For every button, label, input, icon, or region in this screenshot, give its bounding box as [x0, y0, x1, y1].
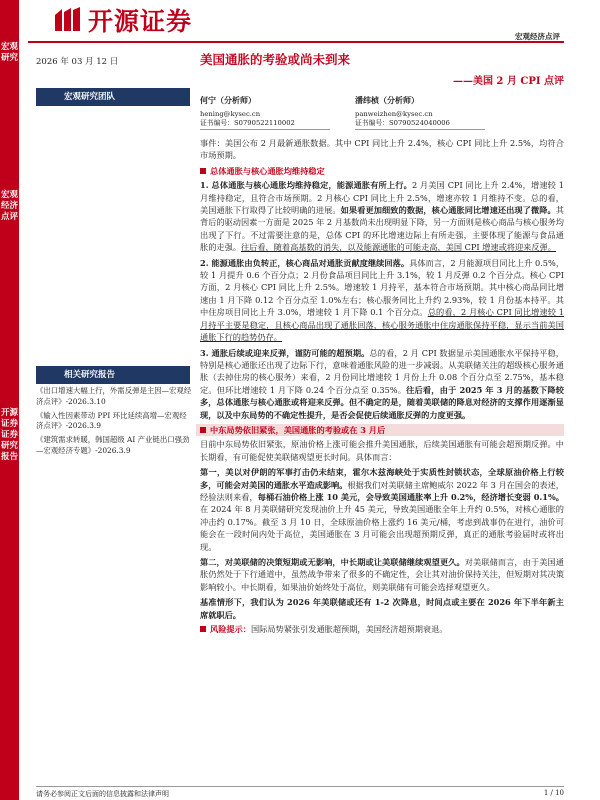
- paragraph: [200, 257, 564, 344]
- report-body: [200, 137, 564, 635]
- risk-label: 风险提示：: [210, 624, 251, 635]
- paragraph-lead: 第一，美以对伊朗的军事打击仍未结束，霍尔木兹海峡处于实质性封锁状态，全球原油价格上行较多，可能会对美国的通胀水平造成影响。: [200, 467, 564, 490]
- paragraph-text: 2 月美国 CPI 同比上升 2.4%，增速较 1 月维持稳定，且符合市场预期。2 月核心 CPI 同比上升 2.5%，增速亦较 1 月维持不变。总的看，美国通胀下行取得了比较明确的进展。: [200, 180, 564, 216]
- analyst-name: 何宁（分析师）: [200, 95, 256, 105]
- related-reports-label: 相关研究报告: [36, 366, 190, 384]
- paragraph-emphasis: 如果看更加细致的数据，核心通胀同比增速还出现了微降。: [340, 205, 556, 216]
- related-report-link[interactable]: 《出口增速大幅上行，外需反弹是主因—宏观经济点评》-2026.3.10: [36, 386, 192, 406]
- risk-note: [200, 623, 564, 635]
- paragraph-emphasis: 每桶石油价格上涨 10 美元，会导致美国通胀率上升 0.2%，经济增长变弱 0.1%。: [257, 491, 564, 502]
- analyst-name: 潘纬桢（分析师）: [355, 95, 419, 105]
- paragraph-text: 对美联储而言，由于美国通胀仍然处于下行通道中，虽然战争带来了很多的不确定性，会让其对油价保持关注，但短期对其决策影响较小。中长期看，如果油价始终处于高位，则美联储有可能会选择观望更久。: [200, 557, 564, 592]
- side-band: [0, 0, 19, 800]
- footer-divider: [36, 786, 564, 787]
- bullet-icon: [200, 626, 206, 632]
- brand-logo: [52, 4, 192, 36]
- section-title: 总体通胀与核心通胀均维持稳定: [210, 165, 325, 176]
- paragraph-text: 根据我们对美联储主席鲍威尔 2022 年 3 月在国会的表述，经验法则来看，: [200, 479, 564, 502]
- analyst-divider: [355, 129, 485, 130]
- paragraph: [200, 179, 564, 253]
- paragraph-text: 具体而言，2 月能源项目同比上升 0.5%，较 1 月提升 0.6 个百分点；2 月份食品项目同比上升 3.1%，较 1 月反弹 0.2 个百分点。核心 CPI 方面，2 月核心 CPI 同比上升 2.5%。增速较 1 月持平，基本符合市场预期。其中核心商品同比增速由 1 月下降 0.12 个百分点至 1.0%左右；核心服务同比上升约 2.93%，较 1 月份基本持平。其中住房项目同比上升 3.0%，增速较 1 月下降 0.1 个百分点。: [200, 257, 565, 318]
- analyst-card: [355, 96, 450, 127]
- section-heading: [196, 424, 564, 436]
- paragraph-lead: 2. 能源通胀由负转正，核心商品对通胀贡献度继续回落。: [200, 257, 410, 268]
- brand-name: 开源证券: [88, 7, 193, 36]
- report-type-tag: 宏观经济点评: [515, 32, 560, 41]
- report-subtitle: ——美国 2 月 CPI 点评: [452, 76, 564, 87]
- paragraph: 目前中东局势依旧紧张，原油价格上涨可能会推升美国通胀，后续美国通胀有可能会超预期反弹。中长期看，有可能促使美联储观望更长时间。具体而言：: [200, 439, 564, 462]
- paragraph-conclusion: 基准情形下，我们认为 2026 年美联储或还有 1-2 次降息，时间点或主要在 2026 年下半年新主席就职后。: [200, 597, 564, 620]
- paragraph-lead: 1. 总体通胀与核心通胀均维持稳定，能源通胀有所上行。: [200, 180, 412, 191]
- paragraph-text: 总的看，2 月 CPI 数据显示美国通胀水平保持平稳，特别是核心通胀还出现了边际下行，意味着通胀风险的进一步减弱。从美联储关注的超级核心服务通胀（去掉住房的核心服务）来看，2 月份同比增速较 1 月份上升 0.08 个百分点至 2.75%，基本稳定。但环比增速较 1 月下降 0.24 个百分点至 0.35%。: [200, 347, 564, 395]
- analyst-email[interactable]: hening@kysec.cn: [200, 110, 261, 119]
- paragraph: [200, 347, 564, 421]
- paragraph: [200, 556, 564, 593]
- paragraph-text: 其背后的驱动因素一方面是 2025 年 2 月基数尚未出现明显下降，另一方面则是核心商品与核心服务均出现了下行。不过需要注意的是，总体 CPI 的环比增速边际上有所走强，主要体现了能源与食品通胀的走强。: [200, 205, 564, 253]
- analyst-cert: 证书编号：S0790524040006: [355, 118, 450, 127]
- side-label-mid: 宏观经济点评: [0, 190, 18, 222]
- side-label-top: 宏观研究: [0, 42, 18, 63]
- header-divider: [28, 41, 564, 43]
- event-paragraph: 事件：美国公布 2 月最新通胀数据。其中 CPI 同比上升 2.4%，核心 CPI 同比上升 2.5%，均符合市场预期。: [200, 138, 564, 161]
- paragraph-lead: 第二，对美联储的决策短期或无影响，中长期或让美联储继续观望更久。: [200, 557, 465, 567]
- report-title: 美国通胀的考验或尚未到来: [200, 52, 351, 67]
- related-report-link[interactable]: 《建筑需求转暖，韩国超级 AI 产业链出口强劲—宏观经济专题》-2026.3.9: [36, 435, 190, 455]
- analyst-card: [200, 96, 295, 127]
- page-number: 1 / 10: [543, 789, 564, 797]
- report-date: 2026 年 03 月 12 日: [36, 57, 119, 67]
- section-title: 中东局势依旧紧张，美国通胀的考验或在 3 月后: [210, 424, 386, 435]
- team-label: 宏观研究团队: [36, 88, 190, 106]
- brand-logo-icon: [52, 7, 82, 33]
- section-heading: [200, 165, 564, 177]
- paragraph-underline: 往后看，随着高基数的消失，以及能源通胀的可能走高，美国 CPI 增速或将迎来反弹。: [240, 242, 556, 253]
- analyst-cert: 证书编号：S0790522110002: [200, 118, 295, 127]
- risk-text: 国际局势紧张引发通胀超预期，美国经济超预期衰退。: [250, 624, 448, 635]
- paragraph-lead: 3. 通胀后续或迎来反弹，谨防可能的超预期。: [200, 347, 370, 358]
- analyst-email[interactable]: panweizhen@kysec.cn: [355, 110, 433, 119]
- related-report-link[interactable]: 《输入性因素带动 PPI 环比延续高增—宏观经济点评》-2026.3.9: [36, 410, 187, 431]
- related-reports-list: [36, 386, 192, 460]
- side-label-bottom: 开源证券 证券研究报告: [0, 408, 18, 462]
- paragraph-emphasis: 往后看，由于 2025 年 3 月的基数下降较多，总体通胀与核心通胀或将迎来反弹。但不确定的是，随着美联储的降息对经济的支撑作用逐渐显现，以及中东局势的不确定性提升，是否会促使后续通胀反弹的力度更强。: [200, 384, 564, 420]
- paragraph: [200, 466, 564, 553]
- bullet-icon: [200, 168, 206, 174]
- footer-disclaimer: 请务必参阅正文后面的信息披露和法律声明: [36, 790, 169, 798]
- analyst-divider: [200, 129, 330, 130]
- paragraph-text: 在 2024 年 8 月美联储研究发现油价上升 45 美元，导致美国通胀全年上升约 0.5%，对核心通胀的冲击约 0.17%。截至 3 月 10 日，全球原油价格上涨约 16 美元/桶，考虑到战事仍在进行，油价可能会在一段时间内处于高位，美国通胀在 3 月可能会出现超预期反弹，真正的通胀考验届时或将出现。: [200, 504, 564, 552]
- bullet-icon: [200, 427, 206, 433]
- paragraph-underline: 总的看，2 月核心 CPI 同比增速较 1 月持平主要是稳定，且核心商品出现了通胀回落，核心服务通胀中住房通胀保持平稳，显示当前美国通胀下行的趋势仍存。: [200, 307, 564, 343]
